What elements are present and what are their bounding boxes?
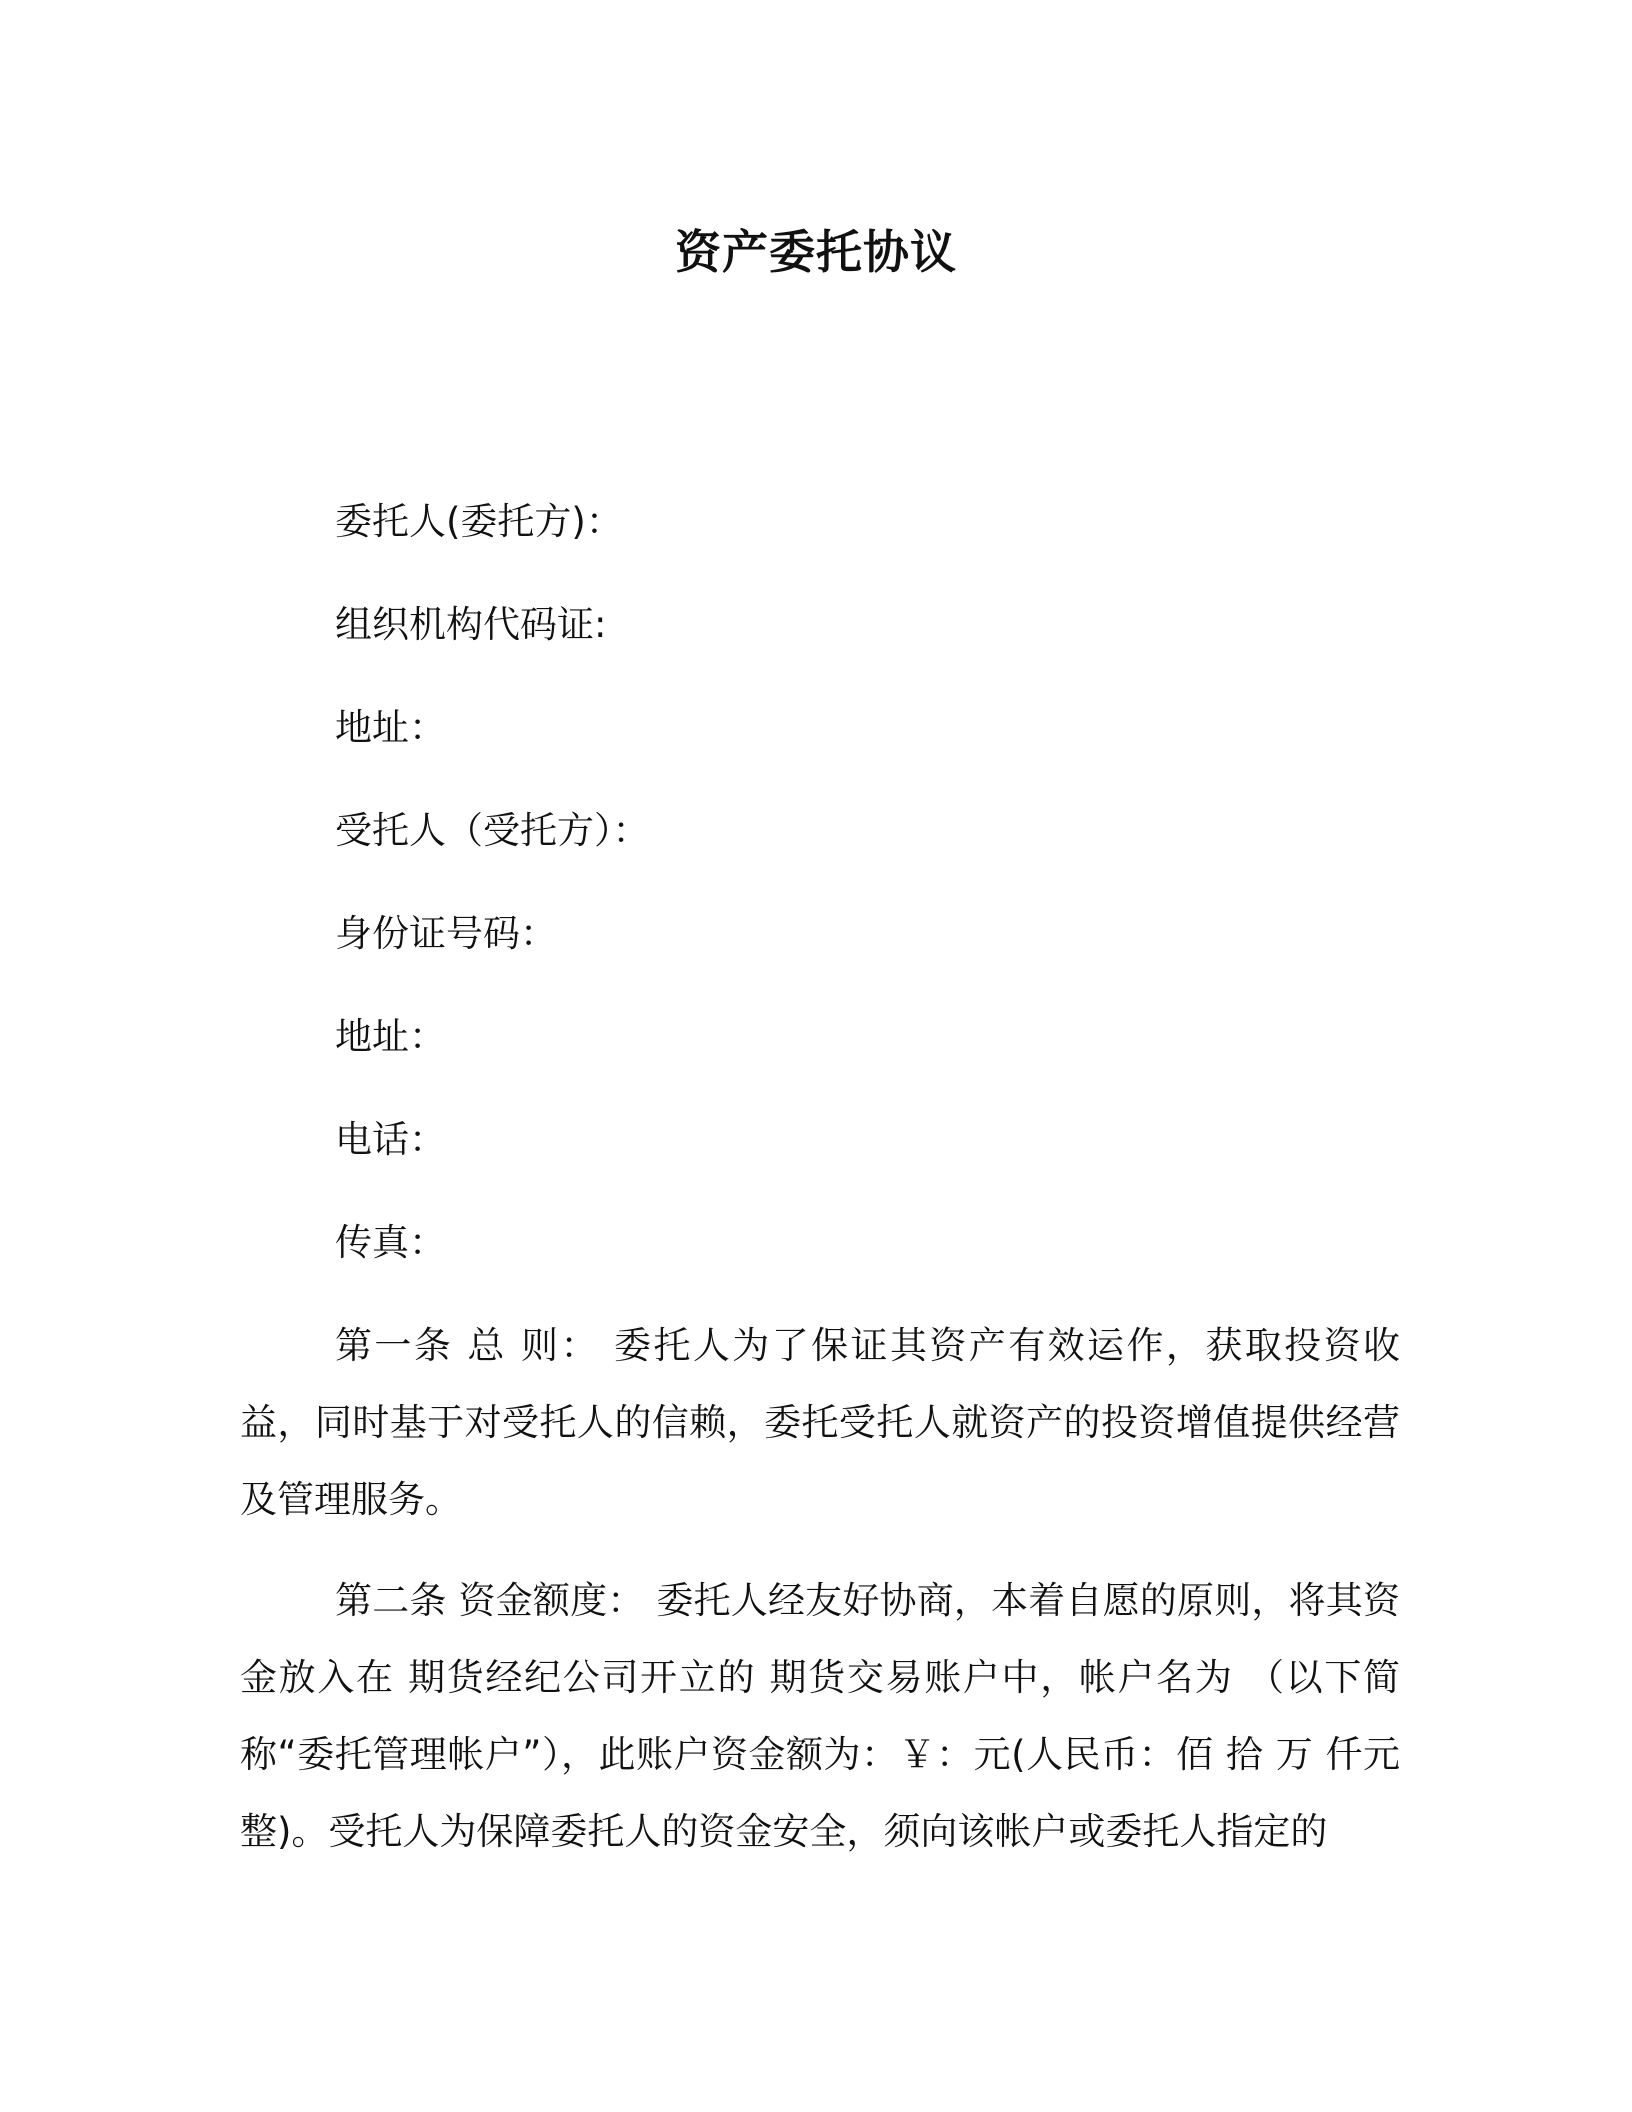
field-organization-code: 组织机构代码证: (335, 603, 607, 646)
field-id-number: 身份证号码： (335, 912, 557, 955)
field-fax: 传真： (335, 1221, 446, 1264)
field-phone: 电话： (335, 1118, 446, 1161)
field-trustee-address: 地址： (335, 1015, 446, 1058)
field-principal-address: 地址： (335, 706, 446, 749)
field-trustee: 受托人（受托方）： (335, 809, 650, 852)
article-2-fund-amount: 第二条 资金额度： 委托人经友好协商，本着自愿的原则，将其资金放入在 期货经纪公司开立的 期货交易账户中，帐户名为 （以下简称“委托管理帐户”），此账户资金额为：￥：元(人民币：佰 拾 万 仟元整)。受托人为保障委托人的资金安全，须向该帐户或委托人指定的 (240, 1579, 1400, 1853)
document-title: 资产委托协议 (675, 225, 957, 279)
field-principal: 委托人(委托方)： (335, 500, 623, 543)
article-1-general: 第一条 总 则： 委托人为了保证其资产有效运作，获取投资收益，同时基于对受托人的信赖，委托受托人就资产的投资增值提供经营及管理服务。 (240, 1324, 1400, 1521)
